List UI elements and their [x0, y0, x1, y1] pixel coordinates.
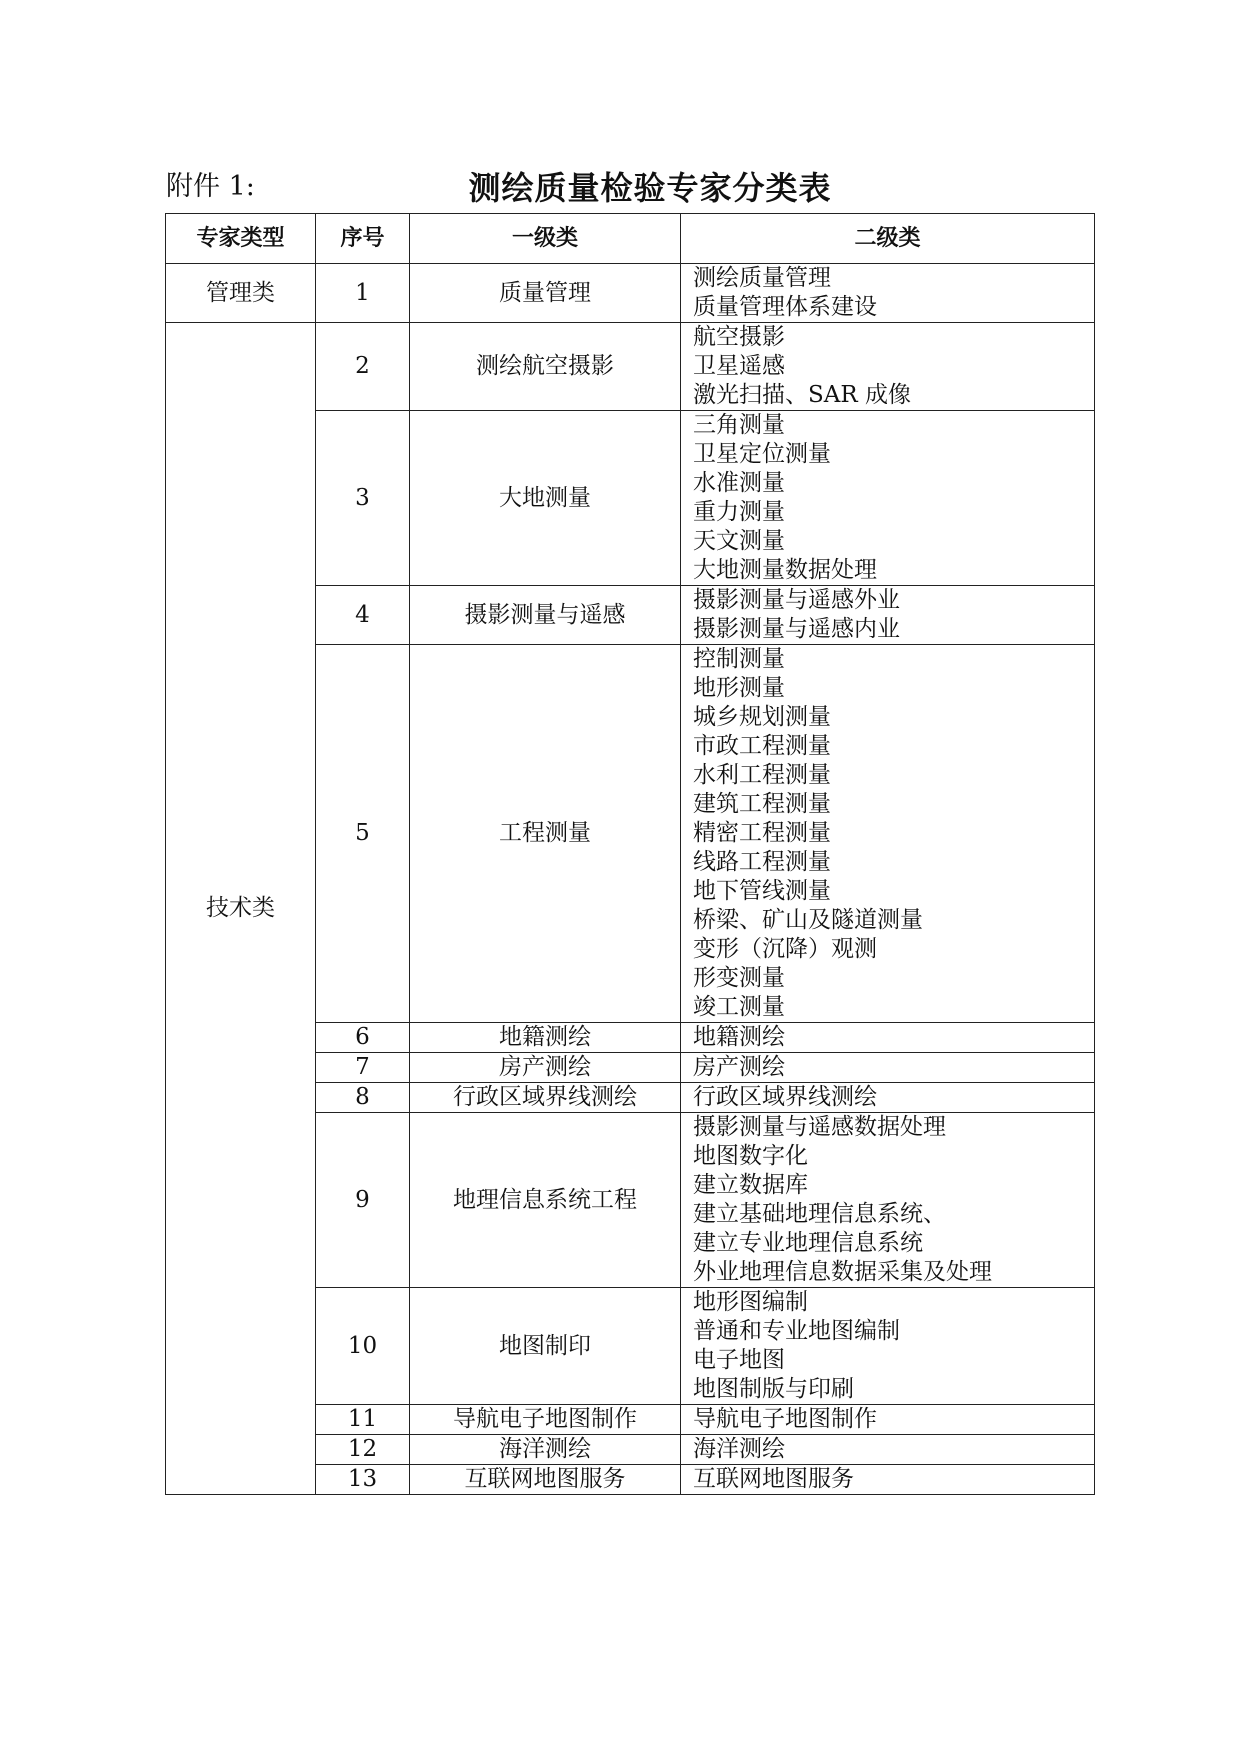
level2-item: 重力测量 — [693, 499, 785, 525]
level2-cell — [681, 1465, 1095, 1495]
level1-cell: 地籍测绘 — [410, 1023, 681, 1053]
level2-item: 大地测量数据处理 — [693, 557, 877, 583]
level2-item: 地下管线测量 — [693, 878, 831, 904]
level1-cell: 导航电子地图制作 — [410, 1405, 681, 1435]
level2-item: 建立数据库 — [693, 1172, 808, 1198]
level1-cell: 地图制印 — [410, 1288, 681, 1405]
level2-cell — [681, 1405, 1095, 1435]
level2-cell — [681, 586, 1095, 645]
level2-item: 竣工测量 — [693, 994, 785, 1020]
level1-cell: 工程测量 — [410, 645, 681, 1023]
number-cell: 2 — [316, 323, 410, 411]
level2-item: 外业地理信息数据采集及处理 — [693, 1259, 992, 1285]
level2-item: 天文测量 — [693, 528, 785, 554]
table-row — [166, 323, 1095, 411]
level2-item: 地籍测绘 — [693, 1024, 785, 1050]
level2-item: 卫星遥感 — [693, 353, 785, 379]
level2-item: 水准测量 — [693, 470, 785, 496]
level2-cell — [681, 264, 1095, 323]
number-cell: 13 — [316, 1465, 410, 1495]
level2-item: 激光扫描、SAR 成像 — [693, 382, 911, 408]
level2-item: 市政工程测量 — [693, 733, 831, 759]
level1-cell: 行政区域界线测绘 — [410, 1083, 681, 1113]
level2-item: 摄影测量与遥感外业 — [693, 587, 900, 613]
level2-cell — [681, 411, 1095, 586]
level2-cell — [681, 1053, 1095, 1083]
level2-item: 摄影测量与遥感内业 — [693, 616, 900, 642]
level2-item: 建立基础地理信息系统、 — [693, 1201, 946, 1227]
level2-item: 行政区域界线测绘 — [693, 1084, 877, 1110]
level2-cell — [681, 323, 1095, 411]
number-cell: 8 — [316, 1083, 410, 1113]
number-cell: 7 — [316, 1053, 410, 1083]
level2-item: 控制测量 — [693, 646, 785, 672]
page-title: 测绘质量检验专家分类表 — [468, 169, 832, 207]
level2-item: 线路工程测量 — [693, 849, 831, 875]
level1-cell: 大地测量 — [410, 411, 681, 586]
expert-type-cell: 管理类 — [166, 264, 316, 323]
number-cell: 11 — [316, 1405, 410, 1435]
level2-item: 互联网地图服务 — [693, 1466, 854, 1492]
number-cell: 1 — [316, 264, 410, 323]
level2-item: 地形图编制 — [693, 1289, 808, 1315]
table-header-row — [166, 214, 1095, 264]
level2-item: 房产测绘 — [693, 1054, 785, 1080]
level2-item: 桥梁、矿山及隧道测量 — [693, 907, 923, 933]
level2-cell — [681, 1435, 1095, 1465]
level2-item: 地形测量 — [693, 675, 785, 701]
expert-classification-table — [165, 213, 1095, 1495]
number-cell: 6 — [316, 1023, 410, 1053]
number-cell: 9 — [316, 1113, 410, 1288]
level1-cell: 质量管理 — [410, 264, 681, 323]
level2-cell — [681, 1113, 1095, 1288]
level2-cell — [681, 1023, 1095, 1053]
level2-item: 地图数字化 — [693, 1143, 808, 1169]
level1-cell: 摄影测量与遥感 — [410, 586, 681, 645]
level2-item: 建筑工程测量 — [693, 791, 831, 817]
number-cell: 4 — [316, 586, 410, 645]
level2-item: 导航电子地图制作 — [693, 1406, 877, 1432]
level1-cell: 房产测绘 — [410, 1053, 681, 1083]
level1-cell: 海洋测绘 — [410, 1435, 681, 1465]
level2-item: 质量管理体系建设 — [693, 294, 877, 320]
level2-cell — [681, 645, 1095, 1023]
number-cell: 3 — [316, 411, 410, 586]
column-header-level2: 二级类 — [681, 214, 1095, 264]
number-cell: 5 — [316, 645, 410, 1023]
expert-type-cell: 技术类 — [166, 323, 316, 1495]
level2-item: 水利工程测量 — [693, 762, 831, 788]
level2-item: 地图制版与印刷 — [693, 1376, 854, 1402]
level2-cell — [681, 1288, 1095, 1405]
column-header-number: 序号 — [316, 214, 410, 264]
level1-cell: 互联网地图服务 — [410, 1465, 681, 1495]
level2-item: 海洋测绘 — [693, 1436, 785, 1462]
level1-cell: 地理信息系统工程 — [410, 1113, 681, 1288]
level2-cell — [681, 1083, 1095, 1113]
level2-item: 城乡规划测量 — [693, 704, 831, 730]
level2-item: 建立专业地理信息系统 — [693, 1230, 923, 1256]
level2-item: 电子地图 — [693, 1347, 785, 1373]
level2-item: 测绘质量管理 — [693, 265, 831, 291]
level1-cell: 测绘航空摄影 — [410, 323, 681, 411]
level2-item: 形变测量 — [693, 965, 785, 991]
level2-item: 摄影测量与遥感数据处理 — [693, 1114, 946, 1140]
level2-item: 卫星定位测量 — [693, 441, 831, 467]
level2-item: 变形（沉降）观测 — [693, 936, 877, 962]
column-header-level1: 一级类 — [410, 214, 681, 264]
number-cell: 10 — [316, 1288, 410, 1405]
table-body — [166, 264, 1095, 1495]
level2-item: 航空摄影 — [693, 324, 785, 350]
level2-item: 三角测量 — [693, 412, 785, 438]
attachment-label: 附件 1: — [166, 171, 255, 202]
level2-item: 精密工程测量 — [693, 820, 831, 846]
level2-item: 普通和专业地图编制 — [693, 1318, 900, 1344]
column-header-expert-type: 专家类型 — [166, 214, 316, 264]
number-cell: 12 — [316, 1435, 410, 1465]
table-row — [166, 264, 1095, 323]
